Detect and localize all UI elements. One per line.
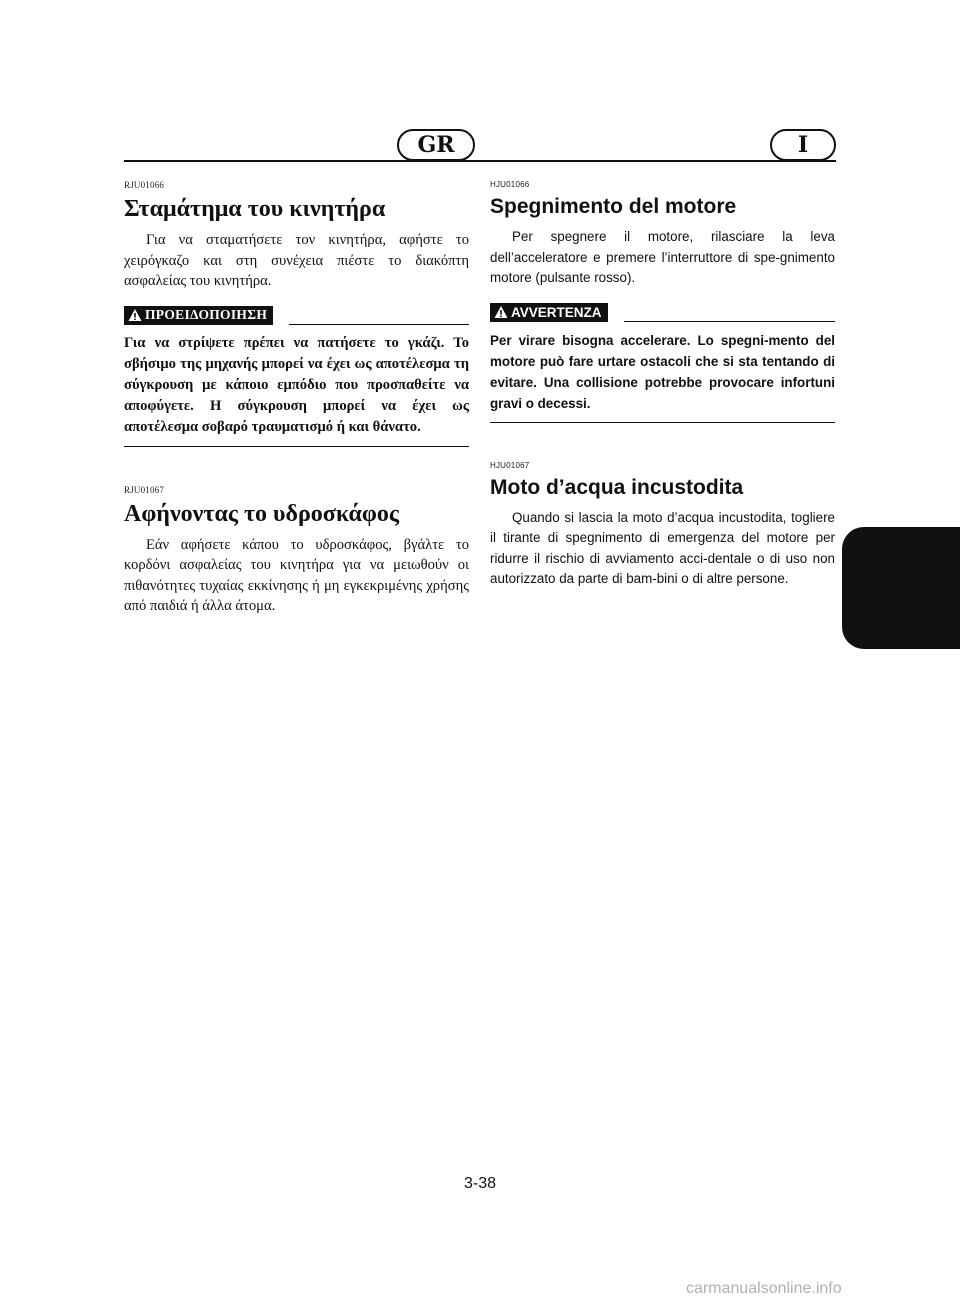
warning-rule bbox=[289, 324, 469, 325]
warning-triangle-icon bbox=[494, 305, 508, 319]
section-title: Moto d’acqua incustodita bbox=[490, 475, 744, 499]
warning-label-text: ΠΡΟΕΙΔΟΠΟΙΗΣΗ bbox=[145, 307, 268, 322]
section-body: Per spegnere il motore, rilasciare la leva dell’acceleratore e premere l’interruttore di spe-gnimento motore (pulsante rosso). bbox=[490, 229, 835, 285]
section-code: RJU01066 bbox=[124, 180, 165, 190]
warning-label bbox=[490, 303, 608, 322]
warning-header bbox=[490, 303, 835, 322]
page-number: 3-38 bbox=[463, 1175, 497, 1192]
section-code: HJU01066 bbox=[490, 180, 530, 189]
language-badge-greek: GR bbox=[397, 129, 475, 161]
section-title: Spegnimento del motore bbox=[490, 195, 737, 218]
section-body: Για να σταματήσετε τον κινητήρα, αφήστε το χειρόγκαζο και στη συνέχεια πιέστε το διακόπτη ασφαλείας του κινητήρα. bbox=[124, 232, 469, 289]
section-body: Quando si lascia la moto d’acqua incustodita, togliere il tirante di spegnimento di emergenza del motore per ridurre il rischio di avviamento acci-dentale o di uso non autorizzato da parte di bam-bini o di altre persone. bbox=[490, 509, 835, 586]
warning-header bbox=[124, 306, 469, 325]
section-stopping-engine-it bbox=[490, 180, 835, 423]
language-badge-italian: I bbox=[770, 129, 836, 161]
chapter-thumb-tab bbox=[842, 527, 960, 649]
section-code: RJU01067 bbox=[124, 484, 165, 495]
warning-end-rule bbox=[490, 422, 835, 423]
section-unattended-watercraft-it bbox=[490, 461, 835, 590]
warning-label-text: AVVERTENZA bbox=[511, 304, 602, 320]
warning-label bbox=[124, 306, 273, 325]
section-body: Εάν αφήσετε κάπου το υδροσκάφος, βγάλτε το κορδόνι ασφαλείας του κινητήρα για να μειωθούν οι πιθανότητες τυχαίας εκκίνησης ή μη εγκεκριμένης χρήσης από παιδιά ή άλλα άτομα. bbox=[124, 536, 469, 614]
warning-text: Per virare bisogna accelerare. Lo spegni-mento del motore può fare urtare ostacoli che si sta tentando di evitare. Una collisione potrebbe provocare infortuni gravi o decessi. bbox=[490, 332, 835, 411]
section-leaving-watercraft-gr bbox=[124, 485, 469, 617]
watermark: carmanualsonline.info bbox=[686, 1280, 842, 1297]
warning-rule bbox=[624, 321, 835, 322]
warning-end-rule bbox=[124, 446, 469, 447]
section-code: HJU01067 bbox=[490, 460, 530, 470]
warning-text: Για να στρίψετε πρέπει να πατήσετε το γκάζι. Το σβήσιμο της μηχανής μπορεί να έχει ως αποτέλεσμα τη σύγκρουση με κάποιο εμπόδιο που προσπαθείτε να αποφύγετε. Η σύγκρουση μπορεί να έχει ως αποτέλεσμα σοβαρό τραυματισμό ή και θάνατο. bbox=[124, 334, 469, 435]
greek-column bbox=[124, 180, 469, 617]
italian-column bbox=[490, 180, 835, 590]
section-title: Αφήνοντας το υδροσκάφος bbox=[124, 500, 399, 527]
section-title: Σταμάτημα του κινητήρα bbox=[124, 196, 386, 222]
section-stopping-engine-gr bbox=[124, 180, 469, 447]
header-rule bbox=[124, 160, 836, 162]
warning-triangle-icon bbox=[128, 308, 142, 322]
